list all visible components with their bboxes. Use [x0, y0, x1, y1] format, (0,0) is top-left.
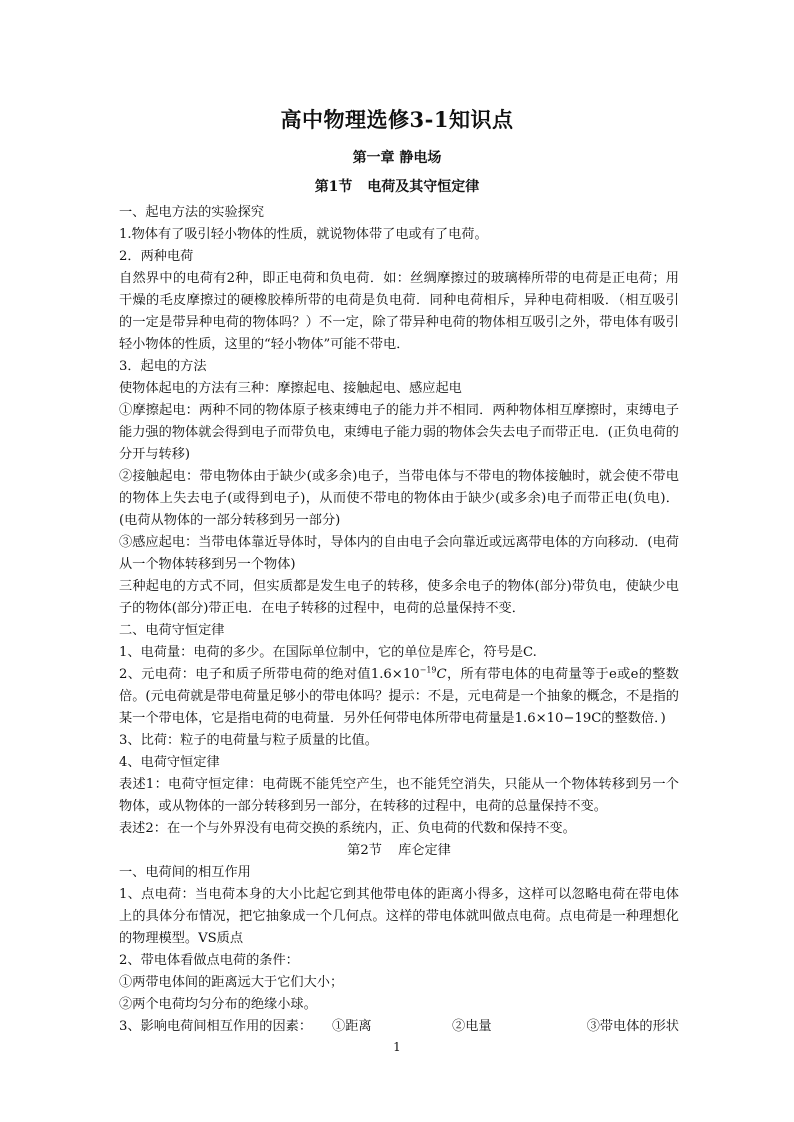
paragraph: 表述2：在一个与外界没有电荷交换的系统内，正、负电荷的代数和保持不变。: [119, 821, 576, 836]
factor-shape: ③带电体的形状: [586, 1019, 679, 1034]
paragraph: [119, 664, 679, 730]
paragraph: 1、电荷量：电荷的多少。在国际单位制中，它的单位是库仑，符号是C.: [119, 645, 537, 660]
paragraph: ②两个电荷均匀分布的绝缘小球。: [119, 997, 317, 1012]
paragraph: 表述1：电荷守恒定律：电荷既不能凭空产生，也不能凭空消失，只能从一个物体转移到另一个物体，或从物体的一部分转移到另一部分，在转移的过程中，电荷的总量保持不变。: [119, 777, 679, 814]
factor-distance: ①距离: [332, 1019, 372, 1034]
subheading: 2、带电体看做点电荷的条件：: [119, 953, 299, 968]
factors-lead: 3、影响电荷间相互作用的因素：: [119, 1019, 313, 1034]
paragraph: 三种起电的方式不同，但实质都是发生电子的转移，使多余电子的物体(部分)带负电，使缺少电子的物体(部分)带正电．在电子转移的过程中，电荷的总量保持不变．: [119, 579, 679, 616]
paragraph: ③感应起电：当带电体靠近导体时，导体内的自由电子会向靠近或远离带电体的方向移动．(电荷从一个物体转移到另一个物体): [119, 535, 679, 572]
unit: C: [436, 667, 447, 682]
paragraph: 自然界中的电荷有2种，即正电荷和负电荷．如：丝绸摩擦过的玻璃棒所带的电荷是正电荷；用干燥的毛皮摩擦过的硬橡胶棒所带的电荷是负电荷．同种电荷相斥，异种电荷相吸．（相互吸引的一定是带异种电荷的物体吗？）不一定，除了带异种电荷的物体相互吸引之外，带电体有吸引轻小物体的性质，这里的“轻小物体”可能不带电．: [119, 271, 679, 352]
elementary-charge-text-cont: ，所有带电体的电荷量等于e或e的整数倍。(元电荷就是带电荷量足够小的带电体吗？提示：不是，元电荷是一个抽象的概念，不是指的某一个带电体，它是指电荷的电荷量．另外任何带电体所带电荷量是1.6×10−19C的整数倍．): [119, 667, 679, 726]
subheading: 一、起电方法的实验探究: [119, 205, 265, 220]
document-title: 高中物理选修3-1知识点: [280, 107, 514, 132]
section-heading: 第2节 库仑定律: [347, 843, 451, 858]
chapter-heading: 第一章 静电场: [352, 150, 442, 166]
section-heading: 第1节 电荷及其守恒定律: [314, 179, 480, 195]
paragraph: 1、点电荷：当电荷本身的大小比起它到其他带电体的距离小得多，这样可以忽略电荷在带电体上的具体分布情况，把它抽象成一个几何点。这样的带电体就叫做点电荷。点电荷是一种理想化的物理模型。VS质点: [119, 887, 679, 946]
subheading: 二、电荷守恒定律: [119, 623, 225, 638]
subheading: 3．起电的方法: [119, 359, 207, 374]
exponent: −19: [419, 665, 437, 675]
subheading: 4、电荷守恒定律: [119, 755, 220, 770]
factors-line: [119, 1016, 679, 1038]
document-body: [119, 202, 679, 1038]
paragraph: ①摩擦起电：两种不同的物体原子核束缚电子的能力并不相同．两种物体相互摩擦时，束缚电子能力强的物体就会得到电子而带负电，束缚电子能力弱的物体会失去电子而带正电．(正负电荷的分开与转移): [119, 403, 679, 462]
elementary-charge-text: 2、元电荷：电子和质子所带电荷的绝对值1.6×10: [119, 667, 420, 682]
subheading: 一、电荷间的相互作用: [119, 865, 251, 880]
paragraph: 1.物体有了吸引轻小物体的性质，就说物体带了电或有了电荷。: [119, 227, 488, 242]
subheading: 2．两种电荷: [119, 249, 194, 264]
paragraph: ①两带电体间的距离远大于它们大小；: [119, 975, 344, 990]
page-number: 1: [393, 1040, 401, 1054]
paragraph: 3、比荷：粒子的电荷量与粒子质量的比值。: [119, 733, 378, 748]
paragraph: 使物体起电的方法有三种：摩擦起电、接触起电、感应起电: [119, 381, 462, 396]
factor-charge: ②电量: [452, 1019, 492, 1034]
paragraph: ②接触起电：带电物体由于缺少(或多余)电子，当带电体与不带电的物体接触时，就会使不带电的物体上失去电子(或得到电子)，从而使不带电的物体由于缺少(或多余)电子而带正电(负电)．(电荷从物体的一部分转移到另一部分): [119, 469, 679, 528]
